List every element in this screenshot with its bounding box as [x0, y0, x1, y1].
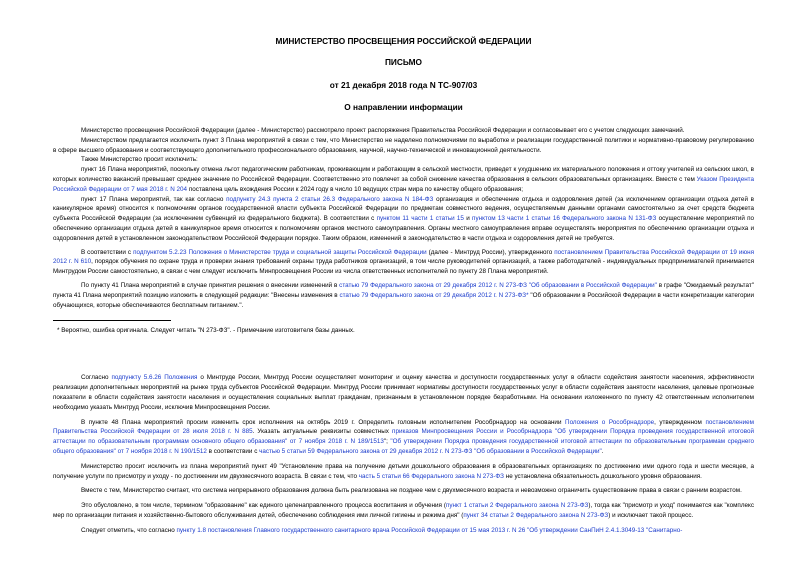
- paragraph-11: Вместе с тем, Министерство считает, что система непрерывного образования должна быть реализована не позднее чем с двухмесячного возраста и невозможно ограничить существование права в связи с ранним возрастом.: [81, 487, 742, 495]
- paragraph-3: Также Министерство просит исключить:: [81, 156, 198, 164]
- paragraph-6: [53, 248, 754, 277]
- link-order-189-1513[interactable]: приказов Минпросвещения России и Рособрнадзора "Об утверждении Порядка проведения государственной итоговой аттестации по образовательным программам основного общего образования" от 7 ноября 2018 г. N 189/1513: [53, 428, 754, 446]
- link-art-59[interactable]: частью 5 статьи 59 Федерального закона от 29 декабря 2012 г. N 273-ФЗ "Об образовании в Российской Федерации": [259, 447, 602, 455]
- link-order-190-1512[interactable]: "Об утверждении Порядка проведения государственной итоговой аттестации по образовательным программам среднего общего образования" от 7 ноября 2018 г. N 190/1512: [53, 438, 754, 455]
- text: Следует отметить, что согласно: [81, 526, 175, 534]
- paragraph-12: [53, 501, 754, 521]
- link-art-2-p1[interactable]: пункт 1 статьи 2 Федерального закона N 273-ФЗ: [445, 502, 589, 510]
- footnote: * Вероятно, ошибка оригинала. Следует читать "N 273-ФЗ". - Примечание изготовителя базы данных.: [57, 327, 355, 335]
- text: По пункту 41 Плана мероприятий в случае принятия решения о внесении изменений в: [81, 281, 338, 289]
- document-type: ПИСЬМО: [384, 57, 423, 67]
- link-subparagraph-5-6-26[interactable]: подпункту 5.6.26: [111, 374, 162, 382]
- text: Согласно: [81, 374, 109, 382]
- link-law-184[interactable]: подпункту 24.3 пункта 2 статьи 26.3 Федерального закона N 184-ФЗ: [226, 195, 434, 203]
- link-regulation[interactable]: Положения: [164, 374, 198, 382]
- text: В пункте 48 Плана мероприятий просим изменить срок исполнения на октябрь 2019 г. Определить головным исполнителем Рособрнадзор на основании: [81, 418, 562, 426]
- text: в соответствии с: [208, 447, 258, 455]
- document-date-number: от 21 декабря 2018 года N ТС-907/03: [329, 80, 478, 90]
- text: пункт 16 Плана мероприятий, поскольку отмена льгот педагогическим работникам, проживающим и работающим в сельской местности, приведет к ухудшению их материального положения и оттоку учителей из сельских школ, в которых количество вакансий превышает среднее значение по Российской Федерации. Соответственно это повлечет за собой снижение качества образования в сельских образовательных организациях. Вместе с тем: [53, 166, 754, 183]
- text: Министерство просит исключить из плана мероприятий пункт 49 "Установление права на получение детьми дошкольного образования в образовательных организациях по достижению ими одного года и шести месяцев, а получение услуги по присмотру и уходу - по достижении им двухмесячного возраста. В связи с тем, что: [53, 462, 754, 480]
- text: "Об образовании в Российской Федерации в части конкретизации категории обучающихся, которые обеспечиваются бесплатным питанием.".: [53, 291, 755, 309]
- paragraph-10: [53, 462, 754, 482]
- text: ), тогда как "присмотр и уход" понимается как "комплекс мер по организации питания и хозяйственно-бытового обслуживания детей, обеспечению соблюдения ими личной гигиены и режима дня" (: [53, 502, 754, 519]
- link-regulation-mintrud[interactable]: подпунктом 5.2.23 Положения о Министерстве труда и социальной защиты Российской Федерации: [133, 248, 427, 256]
- ministry-heading: МИНИСТЕРСТВО ПРОСВЕЩЕНИЯ РОССИЙСКОЙ ФЕДЕРАЦИИ: [275, 36, 532, 46]
- link-resolution-610[interactable]: постановлением Правительства Российской Федерации от 19 июня 2012 г. N 610: [53, 248, 755, 266]
- text: , порядок обучения по охране труда и проверки знания требований охраны труда работников организаций, в том числе руководителей организаций, а также работодателей - индивидуальных предпринимателей принимается Минтрудом России самостоятельно, в связи с чем следует исключить Минпросвещения России из числа ответственных исполнителей по пункту 28 Плана мероприятий.: [53, 258, 754, 276]
- text: .: [601, 447, 604, 455]
- paragraph-8: [53, 373, 754, 412]
- text: о Минтруде России, Минтруд России осуществляет мониторинг и оценку качества и доступности государственных услуг в области содействия занятости населения, эффективности реализации дополнительных мероприятий на рынке труда субъектов Российской Федерации. Минтруд России принимает нормативы доступности государственных услуг в области содействия занятости населения, целевые прогнозные показатели в области содействия занятости населения и осуществления социальных выплат гражданам, признанным в установленном порядке безработными. На основании изложенного по пункту 42 ответственным исполнителем необходимо указать Минтруд России, исключив Минпросвещения России.: [53, 374, 755, 411]
- text: ";: [383, 438, 388, 446]
- text: пункт 17 Плана мероприятий, так как согласно: [81, 195, 224, 203]
- link-regulation-rosobrnadzor[interactable]: Положения о Рособрнадзоре: [565, 418, 655, 426]
- text: Это обусловлено, в том числе, термином "образование" как единого целенаправленного процесса воспитания и обучения (: [81, 502, 446, 510]
- text: организация и обеспечение отдыха и оздоровления детей (за исключением организации отдыха детей в каникулярное время) относится к полномочиям органов государственной власти субъекта Российской Федерации по предметам совместного ведения, осуществляемым данными органами самостоятельно за счет средств бюджета субъекта Российской Федерации (за исключением субвенций из федерального бюджета). В соответствии с: [53, 195, 754, 223]
- paragraph-7: [53, 281, 754, 310]
- document-subject: О направлении информации: [344, 102, 463, 112]
- paragraph-4: [53, 165, 754, 194]
- link-art-66[interactable]: часть 5 статьи 66 Федерального закона N 273-ФЗ: [358, 472, 504, 480]
- text: ) и исключает такой процесс.: [608, 511, 694, 519]
- link-art-2-p34[interactable]: пункт 34 статьи 2 Федерального закона N 273-ФЗ: [463, 511, 609, 519]
- text: не установлена обязательность дошкольного уровня образования.: [505, 472, 702, 480]
- link-sanpin[interactable]: пункту 1.8 постановления Главного государственного санитарного врача Российской Федерации от 15 мая 2013 г. N 26 "Об утверждении СанПиН 2.4.1.3049-13 "Санитарно-: [176, 526, 683, 534]
- footnote-divider: [53, 320, 171, 321]
- letter-body-part1: [53, 126, 754, 310]
- paragraph-5: [53, 195, 754, 244]
- text: , утвержденном: [654, 418, 702, 426]
- paragraph-2: Министерством предлагается исключить пункт 3 Плана мероприятий в связи с тем, что Министерство не наделено полномочиями по выработке и реализации государственной политики и нормативно-правовому регулированию в сфере высшего образования и соответствующего дополнительного профессионального образования, научной, научно-технической и инновационной деятельности.: [53, 136, 754, 154]
- link-resolution-885[interactable]: постановлением Правительства Российской Федерации от 28 июля 2018 г. N 885: [53, 418, 755, 436]
- paragraph-13: [53, 526, 754, 536]
- text: (далее - Минтруд России), утвержденного: [428, 248, 553, 256]
- link-art-15[interactable]: пунктом 11 части 1 статьи 15: [376, 215, 464, 223]
- letter-body-part2: [53, 373, 754, 535]
- text: поставлена цель вхождения России к 2024 году в число 10 ведущих стран мира по качеству общего образования;: [188, 185, 524, 193]
- text: в графе "Ожидаемый результат" пункта 41 Плана мероприятий позицию изложить в следующей редакции: "Внесены изменения в: [53, 281, 754, 299]
- text: осуществление мероприятий по обеспечению организации отдыха детей в каникулярное время относится к полномочиям органов местного самоуправления. Органы местного самоуправления вправе осуществлять мероприятия по обеспечению организации отдыха и оздоровления детей в установленном законодательством Российской Федерации порядке. Таким образом, изменений в законодательство в части отдыха и оздоровления детей не требуется.: [53, 215, 755, 242]
- link-art-79-amend[interactable]: статью 79 Федерального закона от 29 декабря 2012 г. N 273-ФЗ*: [339, 291, 529, 299]
- link-decree-204[interactable]: Указом Президента Российской Федерации от 7 мая 2018 г. N 204: [53, 175, 755, 193]
- paragraph-9: [53, 418, 754, 457]
- link-law-131[interactable]: пунктом 13 части 1 статьи 16 Федерального закона N 131-ФЗ: [472, 215, 657, 223]
- text: . Указать актуальные реквизиты совместных: [252, 428, 389, 436]
- text: и: [466, 215, 470, 223]
- paragraph-1: Министерство просвещения Российской Федерации (далее - Министерство) рассмотрело проект распоряжения Правительства Российской Федерации и согласовывает его с учетом следующих замечаний.: [81, 127, 685, 134]
- link-art-79[interactable]: статью 79 Федерального закона от 29 декабря 2012 г. N 273-ФЗ "Об образовании в Российской Федерации": [339, 281, 657, 289]
- text: В соответствии с: [81, 248, 132, 256]
